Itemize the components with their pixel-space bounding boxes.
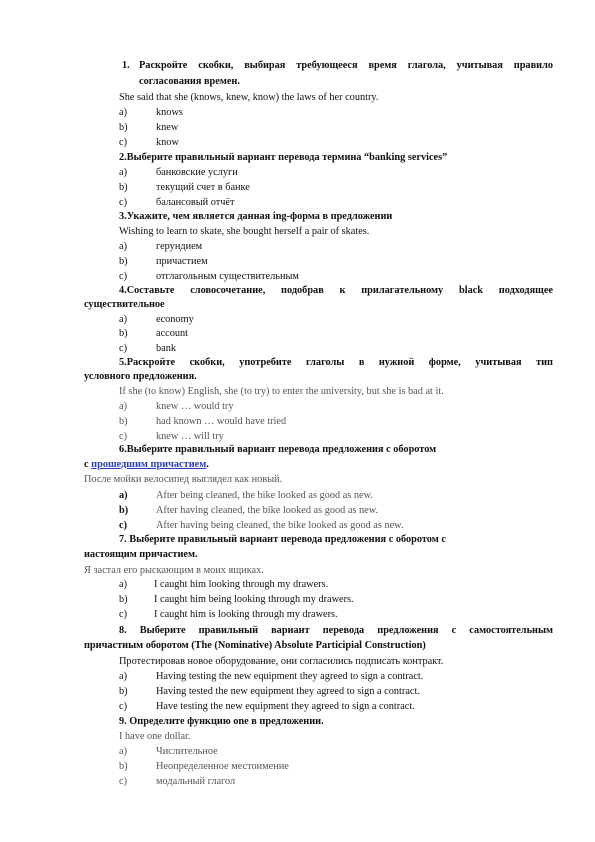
q9-option-b-letter: b) [119,761,128,772]
q4-option-b-text: account [156,328,189,339]
q6-title-line1: 6.Выберите правильный вариант перевода предложения с оборотом [119,444,437,455]
q8-option-a-text: Having testing the new equipment they agreed to sign a contract. [156,671,424,682]
q6-option-c-text: After having being cleaned, the bike looked as good as new. [156,520,404,531]
q7-option-b-letter: b) [119,594,128,605]
q8-option-c-letter: c) [119,701,127,712]
q5-option-b-text: had known … would have tried [156,416,287,427]
q7-option-a-letter: a) [119,579,127,590]
q9-title: 9. Определите функцию one в предложении. [119,716,324,727]
q6-option-a-text: After being cleaned, the bike looked as good as new. [156,490,373,501]
q3-option-b-letter: b) [119,256,128,267]
q4-option-c-text: bank [156,343,177,354]
q7-sentence: Я застал его рыскающим в моих ящиках. [84,565,264,576]
q4-option-c-letter: c) [119,343,127,354]
q5-option-a-text: knew … would try [156,401,234,412]
q9-sentence: I have one dollar. [119,731,191,742]
q1-title-line1: Раскройте скобки, выбирая требующееся время глагола, учитывая правило [139,60,553,71]
q8-title-line1: 8. Выберите правильный вариант перевода предложения с самостоятельным [119,625,553,636]
q1-option-c-letter: c) [119,137,127,148]
q6-sentence: После мойки велосипед выглядел как новый. [84,474,283,485]
q9-option-b-text: Неопределенное местоимение [156,761,289,772]
q9-option-a-text: Числительное [156,746,218,757]
q6-option-b-text: After having cleaned, the bike looked as good as new. [156,505,379,516]
q9-option-c-text: модальный глагол [156,776,236,787]
q8-option-c-text: Have testing the new equipment they agreed to sign a contract. [156,701,415,712]
q5-sentence: If she (to know) English, she (to try) to enter the university, but she is bad at it. [119,386,444,397]
q1-sentence: She said that she (knows, knew, know) the laws of her country. [119,92,379,103]
q9-option-a-letter: a) [119,746,127,757]
q7-option-c-letter: c) [119,609,127,620]
q3-title: 3.Укажите, чем является данная ing-форма в предложении [119,211,393,222]
q5-option-a-letter: a) [119,401,127,412]
q2-option-b-text: текущий счет в банке [156,182,250,193]
q5-option-c-letter: c) [119,431,127,442]
q1-number: 1. [122,60,130,71]
q4-option-a-text: economy [156,314,194,325]
past-participle-link[interactable]: прошедшим причастием [91,459,207,470]
q7-title-line2: настоящим причастием. [84,549,198,560]
q5-option-b-letter: b) [119,416,128,427]
q3-option-a-letter: a) [119,241,127,252]
q3-sentence: Wishing to learn to skate, she bought herself a pair of skates. [119,226,370,237]
q7-option-c-text: I caught him is looking through my drawers. [154,609,338,620]
q4-option-b-letter: b) [119,328,128,339]
q6-option-a-letter: a) [119,490,128,501]
q8-option-b-letter: b) [119,686,128,697]
q9-option-c-letter: c) [119,776,127,787]
q1-title-line2: согласования времен. [139,76,240,87]
q2-option-a-text: банковские услуги [156,167,238,178]
q3-option-c-text: отглагольным существительным [156,271,299,282]
q7-option-b-text: I caught him being looking through my drawers. [154,594,354,605]
q4-title-line1: 4.Составьте словосочетание, подобрав к прилагательному black подходящее [119,285,553,296]
q2-option-c-text: балансовый отчёт [156,197,235,208]
q1-option-a-text: knows [156,107,183,118]
q7-title-line1: 7. Выберите правильный вариант перевода предложения с оборотом с [119,534,446,545]
q8-option-a-letter: a) [119,671,127,682]
q6-title-line2 [84,459,209,471]
q5-title-line1: 5.Раскройте скобки, употребите глаголы в нужной форме, учитывая тип [119,357,553,368]
q8-title-line2: причастным оборотом (The (Nominative) Absolute Participial Construction) [84,640,426,651]
q6-option-c-letter: c) [119,520,127,531]
q1-option-c-text: know [156,137,179,148]
q6-title-suffix: . [206,459,209,470]
q2-option-a-letter: a) [119,167,127,178]
q6-title-prefix: с [84,459,92,470]
q3-option-b-text: причастием [156,256,208,267]
q2-option-b-letter: b) [119,182,128,193]
q3-option-c-letter: c) [119,271,127,282]
q5-option-c-text: knew … will try [156,431,224,442]
q2-option-c-letter: c) [119,197,127,208]
q8-option-b-text: Having tested the new equipment they agreed to sign a contract. [156,686,420,697]
q5-title-line2: условного предложения. [84,371,197,382]
q1-option-b-text: knew [156,122,179,133]
q4-option-a-letter: a) [119,314,127,325]
q1-option-a-letter: a) [119,107,127,118]
q7-option-a-text: I caught him looking through my drawers. [154,579,329,590]
q2-title: 2.Выберите правильный вариант перевода термина “banking services” [119,152,448,163]
q3-option-a-text: герундием [156,241,203,252]
q6-option-b-letter: b) [119,505,129,516]
q4-title-line2: существительное [84,299,165,310]
q1-option-b-letter: b) [119,122,128,133]
q8-sentence: Протестировав новое оборудование, они согласились подписать контракт. [119,656,444,667]
